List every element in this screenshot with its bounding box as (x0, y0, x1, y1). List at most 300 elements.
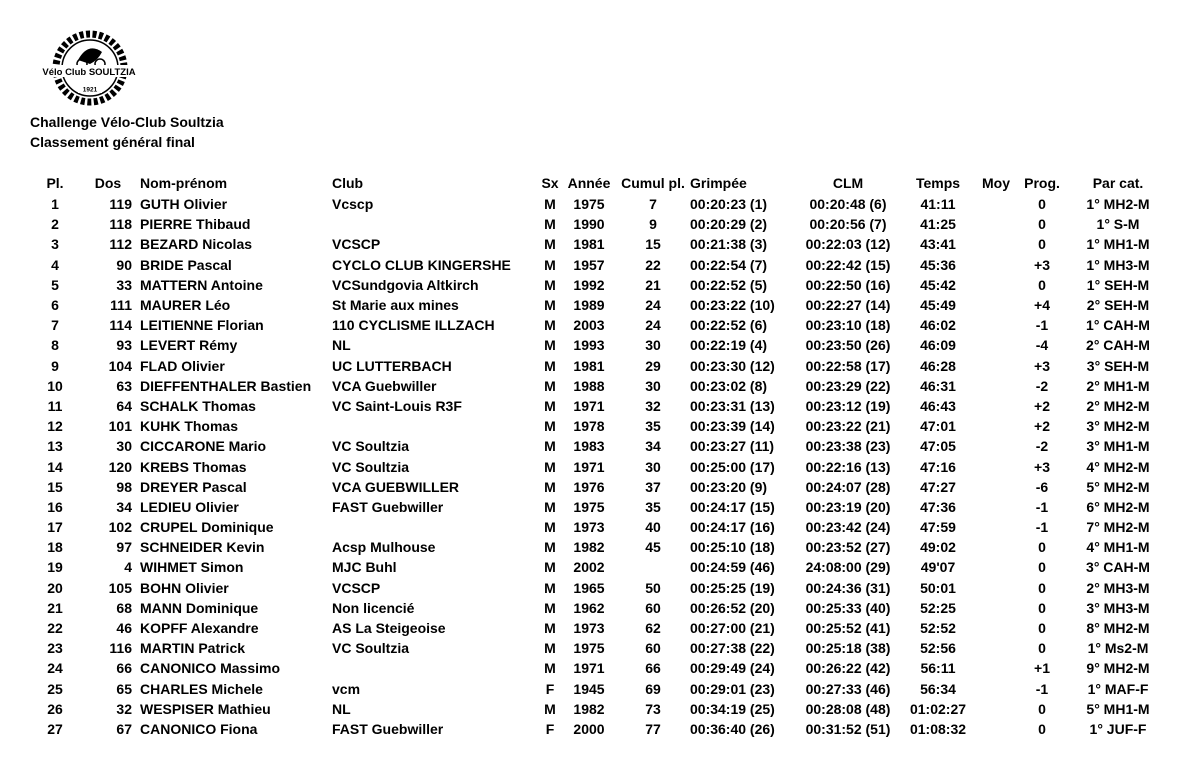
cell-cat: 1° MAF-F (1087, 680, 1149, 697)
cell-cat: 1° MH2-M (1086, 196, 1150, 213)
cell-moy (974, 335, 1018, 355)
cell-year: 1982 (573, 539, 605, 556)
cell-clm: 00:31:52 (51) (805, 720, 891, 737)
cell-year: 1981 (573, 236, 605, 253)
cell-year: 1957 (573, 256, 605, 273)
cell-temps: 43:41 (920, 236, 956, 253)
header-row (30, 172, 1170, 194)
cell-prog: -1 (1035, 498, 1049, 515)
cell-club: vcm (332, 680, 361, 697)
cell-name: DIEFFENTHALER Bastien (140, 377, 312, 394)
cell-name: CANONICO Fiona (140, 720, 258, 737)
cell-pl: 25 (47, 680, 63, 697)
cell-grimpee: 00:23:20 (9) (690, 478, 768, 495)
cell-club: Non licencié (332, 599, 415, 616)
cell-sex: M (544, 216, 556, 233)
cell-grimpee: 00:23:27 (11) (690, 438, 775, 455)
cell-dos: 67 (116, 720, 132, 737)
cell-year: 1973 (573, 620, 605, 637)
cell-year: 1983 (573, 438, 605, 455)
col-header-prog: Prog. (1024, 175, 1060, 191)
cell-dos: 65 (116, 680, 132, 697)
cell-pl: 27 (47, 720, 63, 737)
logo-text: Vélo Club SOULTZIA (42, 67, 136, 78)
cell-sex: M (544, 317, 556, 334)
cell-cat: 2° MH2-M (1086, 397, 1150, 414)
cell-name: SCHALK Thomas (140, 397, 256, 414)
cell-pl: 11 (47, 397, 63, 414)
cell-cumul: 21 (645, 276, 661, 293)
table-row (30, 416, 1170, 436)
col-header-club: Club (332, 175, 364, 191)
cell-temps: 46:09 (920, 337, 956, 354)
cell-year: 2002 (573, 559, 605, 576)
cell-club: St Marie aux mines (332, 297, 459, 314)
cell-moy (974, 376, 1018, 396)
cell-cat: 3° MH1-M (1086, 438, 1150, 455)
table-row (30, 194, 1170, 214)
cell-temps: 47:59 (920, 519, 956, 536)
cell-name: CRUPEL Dominique (140, 519, 274, 536)
cell-prog: +1 (1034, 660, 1050, 677)
cell-temps: 47:36 (920, 498, 956, 515)
cell-moy (974, 214, 1018, 234)
cell-pl: 5 (51, 276, 59, 293)
cell-moy (974, 295, 1018, 315)
table-row (30, 356, 1170, 376)
cell-club (332, 517, 538, 537)
cell-pl: 21 (47, 599, 63, 616)
cell-sex: M (544, 478, 556, 495)
results-table (30, 172, 1170, 739)
cell-temps: 46:02 (920, 317, 956, 334)
cell-sex: M (544, 579, 556, 596)
table-row (30, 719, 1170, 739)
table-row (30, 275, 1170, 295)
cell-prog: +3 (1034, 357, 1050, 374)
col-header-temps: Temps (915, 175, 961, 191)
cell-name: MANN Dominique (140, 599, 259, 616)
cell-moy (974, 315, 1018, 335)
cell-sex: M (544, 377, 556, 394)
cell-clm: 00:23:22 (21) (805, 418, 891, 435)
cell-clm: 00:23:19 (20) (805, 498, 891, 515)
cell-grimpee: 00:22:54 (7) (690, 256, 768, 273)
cell-club: VCSCP (332, 236, 381, 253)
cell-pl: 1 (51, 196, 59, 213)
cell-grimpee: 00:27:00 (21) (690, 620, 775, 637)
cell-dos: 30 (116, 438, 132, 455)
table-row (30, 699, 1170, 719)
cell-clm: 00:23:38 (23) (805, 438, 891, 455)
cell-moy (974, 699, 1018, 719)
cell-cat: 7° MH2-M (1086, 519, 1150, 536)
cell-dos: 93 (116, 337, 132, 354)
cell-moy (974, 477, 1018, 497)
cell-pl: 23 (47, 640, 63, 657)
cell-pl: 8 (51, 337, 59, 354)
table-row (30, 255, 1170, 275)
cell-sex: M (544, 559, 556, 576)
cell-clm: 00:20:48 (6) (809, 196, 887, 213)
cell-pl: 9 (51, 357, 59, 374)
cell-grimpee: 00:23:02 (8) (690, 377, 768, 394)
cell-pl: 17 (47, 519, 63, 536)
cell-year: 1975 (573, 640, 605, 657)
cell-club (332, 416, 538, 436)
cell-grimpee: 00:21:38 (3) (690, 236, 768, 253)
cell-cat: 3° CAH-M (1086, 559, 1150, 576)
cell-clm: 00:23:10 (18) (805, 317, 891, 334)
table-row (30, 517, 1170, 537)
cell-club: NL (332, 337, 351, 354)
cell-name: BRIDE Pascal (140, 256, 232, 273)
cell-grimpee: 00:24:59 (46) (690, 559, 775, 576)
table-row (30, 295, 1170, 315)
cell-cat: 1° S-M (1096, 216, 1140, 233)
cell-cat: 5° MH1-M (1086, 700, 1150, 717)
cell-moy (974, 497, 1018, 517)
cell-sex: M (544, 498, 556, 515)
logo-year: 1921 (82, 86, 98, 94)
cell-sex: M (544, 196, 556, 213)
cell-year: 1978 (573, 418, 605, 435)
cell-moy (974, 456, 1018, 476)
cell-cumul: 77 (645, 720, 661, 737)
cell-prog: -2 (1035, 377, 1049, 394)
cell-name: PIERRE Thibaud (140, 216, 251, 233)
cell-sex: F (545, 720, 555, 737)
cell-grimpee: 00:36:40 (26) (690, 720, 775, 737)
cell-sex: F (545, 680, 555, 697)
cell-clm: 00:22:16 (13) (805, 458, 891, 475)
cell-prog: +3 (1034, 458, 1050, 475)
cell-pl: 24 (47, 660, 63, 677)
cell-grimpee: 00:24:17 (15) (690, 498, 775, 515)
cell-moy (974, 436, 1018, 456)
cell-temps: 56:11 (920, 660, 956, 677)
cell-year: 1992 (573, 276, 605, 293)
cell-prog: 0 (1038, 620, 1046, 637)
cell-moy (974, 598, 1018, 618)
cell-club: VC Soultzia (332, 640, 410, 657)
cell-temps: 45:42 (920, 276, 956, 293)
cell-club: VC Soultzia (332, 438, 410, 455)
cell-year: 2003 (573, 317, 605, 334)
cell-prog: -6 (1035, 478, 1049, 495)
cell-cat: 8° MH2-M (1086, 620, 1150, 637)
cell-sex: M (544, 539, 556, 556)
cell-dos: 98 (116, 478, 132, 495)
table-row (30, 456, 1170, 476)
cell-club: UC LUTTERBACH (332, 357, 452, 374)
cell-name: KUHK Thomas (140, 418, 239, 435)
cell-name: MAURER Léo (140, 297, 231, 314)
cell-moy (974, 194, 1018, 214)
cell-cumul: 35 (645, 418, 661, 435)
cell-grimpee: 00:23:22 (10) (690, 297, 775, 314)
cell-pl: 19 (47, 559, 63, 576)
table-row (30, 214, 1170, 234)
cell-moy (974, 679, 1018, 699)
cell-temps: 47:05 (920, 438, 956, 455)
club-logo (30, 30, 148, 106)
cell-dos: 66 (116, 660, 132, 677)
table-row (30, 578, 1170, 598)
cell-sex: M (544, 276, 556, 293)
cell-pl: 6 (51, 297, 59, 314)
cell-moy (974, 255, 1018, 275)
cell-year: 1990 (573, 216, 605, 233)
page-subtitle: Classement général final (30, 134, 195, 150)
table-row (30, 497, 1170, 517)
cell-grimpee: 00:29:49 (24) (690, 660, 775, 677)
table-row (30, 477, 1170, 497)
cell-club: VCA GUEBWILLER (332, 478, 460, 495)
cell-clm: 00:28:08 (48) (805, 700, 891, 717)
cell-cumul: 50 (645, 579, 661, 596)
cell-sex: M (544, 458, 556, 475)
col-header-name: Nom-prénom (140, 175, 228, 191)
cell-clm: 00:22:58 (17) (805, 357, 891, 374)
cell-cumul: 34 (645, 438, 661, 455)
cell-moy (974, 537, 1018, 557)
cell-club: MJC Buhl (332, 559, 397, 576)
cell-cumul: 30 (645, 337, 661, 354)
cell-temps: 52:52 (920, 620, 956, 637)
cell-sex: M (544, 337, 556, 354)
cell-year: 1945 (573, 680, 605, 697)
cell-sex: M (544, 418, 556, 435)
cell-moy (974, 557, 1018, 577)
cell-grimpee: 00:34:19 (25) (690, 700, 775, 717)
cell-dos: 120 (108, 458, 132, 475)
cell-cumul: 62 (645, 620, 661, 637)
cell-clm: 00:20:56 (7) (809, 216, 887, 233)
cell-clm: 00:22:42 (15) (805, 256, 891, 273)
cell-grimpee: 00:20:29 (2) (690, 216, 768, 233)
cell-club: Acsp Mulhouse (332, 539, 436, 556)
cell-club: 110 CYCLISME ILLZACH (332, 317, 495, 334)
cell-name: MARTIN Patrick (140, 640, 246, 657)
cell-club (332, 658, 538, 678)
cell-name: GUTH Olivier (140, 196, 228, 213)
cell-dos: 97 (116, 539, 132, 556)
cell-dos: 101 (108, 418, 132, 435)
cell-cumul: 69 (645, 680, 661, 697)
cell-cat: 2° MH1-M (1086, 377, 1150, 394)
cell-moy (974, 356, 1018, 376)
cell-club: VC Saint-Louis R3F (332, 397, 462, 414)
col-header-dos: Dos (94, 175, 122, 191)
cell-cumul: 40 (645, 519, 661, 536)
cell-temps: 41:25 (920, 216, 956, 233)
cell-dos: 104 (108, 357, 132, 374)
table-row (30, 315, 1170, 335)
cell-prog: 0 (1038, 196, 1046, 213)
table-row (30, 234, 1170, 254)
cell-prog: 0 (1038, 579, 1046, 596)
cell-temps: 50:01 (920, 579, 956, 596)
cell-dos: 111 (110, 297, 132, 314)
cell-name: MATTERN Antoine (140, 276, 263, 293)
cell-club: Vcscp (332, 196, 374, 213)
table-row (30, 679, 1170, 699)
cell-name: CICCARONE Mario (140, 438, 267, 455)
cell-prog: 0 (1038, 700, 1046, 717)
cell-pl: 2 (51, 216, 59, 233)
cell-temps: 01:08:32 (909, 720, 967, 737)
cell-prog: -1 (1035, 680, 1049, 697)
cell-cumul: 22 (645, 256, 661, 273)
cell-prog: 0 (1038, 640, 1046, 657)
cell-name: SCHNEIDER Kevin (140, 539, 265, 556)
cell-name: WESPISER Mathieu (140, 700, 271, 717)
cell-clm: 00:23:50 (26) (805, 337, 891, 354)
cell-cat: 1° SEH-M (1086, 276, 1150, 293)
cell-year: 1988 (573, 377, 605, 394)
cell-clm: 00:25:33 (40) (805, 599, 891, 616)
cell-prog: 0 (1038, 559, 1046, 576)
cell-name: KREBS Thomas (140, 458, 247, 475)
cell-dos: 112 (109, 236, 132, 253)
cell-prog: 0 (1038, 599, 1046, 616)
cell-sex: M (544, 599, 556, 616)
cell-pl: 4 (51, 256, 59, 273)
cell-prog: 0 (1038, 216, 1046, 233)
cell-prog: 0 (1038, 236, 1046, 253)
cell-moy (974, 719, 1018, 739)
cell-dos: 90 (116, 256, 132, 273)
cell-moy (974, 275, 1018, 295)
cell-clm: 00:25:52 (41) (805, 620, 891, 637)
cell-year: 1993 (573, 337, 605, 354)
cell-sex: M (544, 297, 556, 314)
cell-cat: 1° JUF-F (1089, 720, 1147, 737)
cell-year: 1976 (573, 478, 605, 495)
cell-pl: 20 (47, 579, 63, 596)
cell-year: 1982 (573, 700, 605, 717)
cell-sex: M (544, 519, 556, 536)
cell-club: VC Soultzia (332, 458, 410, 475)
cell-cumul: 7 (649, 196, 657, 213)
cell-temps: 45:49 (920, 297, 956, 314)
cell-cumul: 30 (645, 377, 661, 394)
cell-cat: 4° MH2-M (1086, 458, 1150, 475)
cell-year: 1962 (573, 599, 605, 616)
cell-moy (974, 517, 1018, 537)
cell-clm: 00:23:52 (27) (805, 539, 891, 556)
col-header-sex: Sx (541, 175, 559, 191)
cell-moy (974, 234, 1018, 254)
cell-pl: 15 (47, 478, 63, 495)
cell-prog: -2 (1035, 438, 1049, 455)
cell-clm: 00:22:27 (14) (805, 297, 891, 314)
cell-club (332, 214, 538, 234)
cell-clm: 24:08:00 (29) (805, 559, 891, 576)
cell-prog: -1 (1035, 519, 1049, 536)
cell-temps: 46:28 (920, 357, 956, 374)
cell-grimpee: 00:29:01 (23) (690, 680, 775, 697)
cell-temps: 46:43 (920, 397, 956, 414)
table-row (30, 658, 1170, 678)
cell-dos: 114 (109, 317, 132, 334)
cell-temps: 01:02:27 (909, 700, 967, 717)
cell-club: AS La Steigeoise (332, 620, 446, 637)
cell-sex: M (544, 640, 556, 657)
cell-grimpee: 00:25:10 (18) (690, 539, 775, 556)
cell-cumul: 32 (645, 397, 661, 414)
table-row (30, 376, 1170, 396)
table-row (30, 638, 1170, 658)
cell-pl: 13 (47, 438, 63, 455)
cell-cat: 1° Ms2-M (1087, 640, 1149, 657)
cell-prog: +2 (1034, 418, 1050, 435)
cell-prog: 0 (1038, 276, 1046, 293)
cell-cat: 6° MH2-M (1086, 498, 1150, 515)
cell-cumul: 30 (645, 458, 661, 475)
cell-year: 1971 (573, 660, 605, 677)
col-header-moy: Moy (982, 175, 1010, 191)
cell-cat: 4° MH1-M (1086, 539, 1150, 556)
cell-name: CHARLES Michele (140, 680, 263, 697)
cell-prog: +2 (1034, 397, 1050, 414)
cell-name: FLAD Olivier (140, 357, 225, 374)
cell-grimpee: 00:25:25 (19) (690, 579, 775, 596)
cell-name: LEVERT Rémy (140, 337, 238, 354)
cell-grimpee: 00:23:30 (12) (690, 357, 775, 374)
table-row (30, 618, 1170, 638)
cell-clm: 00:26:22 (42) (805, 660, 891, 677)
cell-dos: 102 (108, 519, 132, 536)
col-header-pl: Pl. (46, 175, 64, 191)
cell-moy (974, 396, 1018, 416)
cell-club: NL (332, 700, 351, 717)
cell-temps: 47:27 (920, 478, 956, 495)
cell-pl: 18 (47, 539, 63, 556)
cell-cumul: 24 (645, 317, 661, 334)
cell-dos: 118 (109, 216, 132, 233)
cell-prog: 0 (1038, 720, 1046, 737)
cell-moy (974, 416, 1018, 436)
cell-grimpee: 00:22:52 (6) (690, 317, 768, 334)
cell-clm: 00:24:07 (28) (805, 478, 891, 495)
cell-temps: 47:16 (920, 458, 956, 475)
cell-sex: M (544, 660, 556, 677)
cell-grimpee: 00:26:52 (20) (690, 599, 775, 616)
cell-cat: 2° CAH-M (1086, 337, 1150, 354)
cell-temps: 45:36 (920, 256, 956, 273)
col-header-clm: CLM (832, 175, 864, 191)
cell-pl: 12 (47, 418, 63, 435)
cell-grimpee: 00:23:31 (13) (690, 397, 775, 414)
cell-cumul: 15 (645, 236, 661, 253)
cell-pl: 16 (47, 498, 63, 515)
cell-temps: 46:31 (920, 377, 956, 394)
cell-pl: 14 (47, 458, 63, 475)
cell-dos: 4 (124, 559, 132, 576)
cell-sex: M (544, 256, 556, 273)
cell-year: 1975 (573, 196, 605, 213)
cell-cumul: 29 (645, 357, 661, 374)
cell-cat: 1° MH1-M (1086, 236, 1150, 253)
cell-year: 2000 (573, 720, 605, 737)
cell-cumul: 35 (645, 498, 661, 515)
table-row (30, 335, 1170, 355)
cell-club: VCSCP (332, 579, 381, 596)
cell-grimpee: 00:22:52 (5) (690, 276, 768, 293)
cell-pl: 26 (47, 700, 63, 717)
